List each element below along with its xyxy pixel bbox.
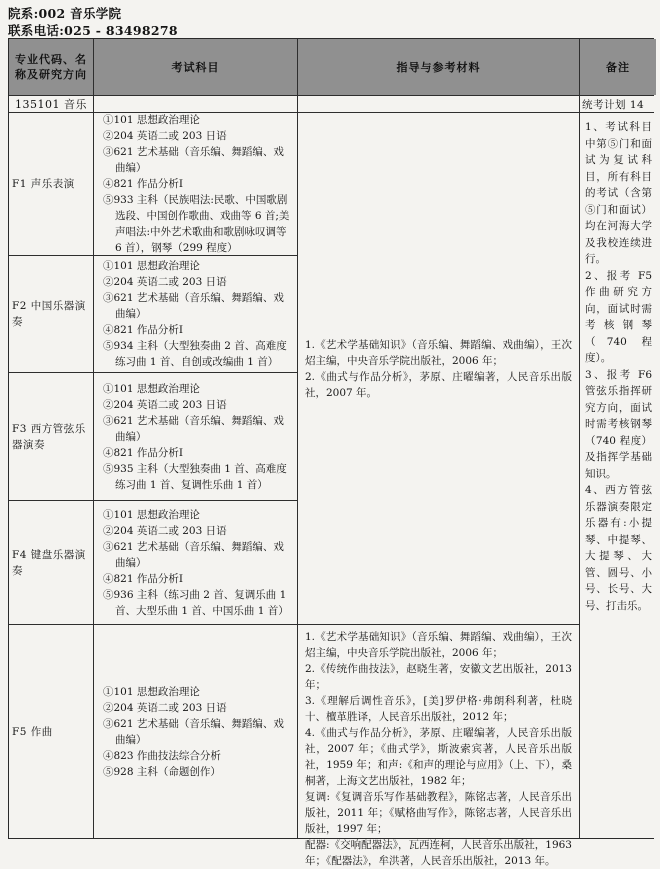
- direction-cell-f5: F5 作曲: [9, 625, 93, 838]
- exam-subject: ⑤928 主科（命题创作）: [103, 765, 221, 778]
- exam-subject: ④821 作品分析Ⅰ: [103, 178, 184, 190]
- exam-subject: ①101 思想政治理论: [103, 508, 200, 521]
- exam-subject: ⑤936 主科（练习曲 2 首、复调乐曲 1 首、大型乐曲 1 首、中国乐曲 1 首）: [103, 588, 289, 617]
- exam-subject: ②204 英语二或 203 日语: [103, 701, 227, 714]
- reference-material: 3.《理解后调性音乐》，[美]罗伊格·弗朗科利著，杜晓十、檀革胜译，人民音乐出版社，2012 年；: [305, 695, 572, 723]
- exam-subject: ⑤935 主科（大型独奏曲 1 首、高难度练习曲 1 首、复调性乐曲 1 首）: [103, 462, 287, 491]
- department-line: 院系:002 音乐学院: [8, 6, 122, 21]
- reference-material: 2.《曲式与作品分析》，茅原、庄曜编著，人民音乐出版社，2007 年。: [305, 370, 572, 399]
- exam-subject: ①101 思想政治理论: [103, 260, 200, 272]
- exam-subject: ③621 艺术基础（音乐编、舞蹈编、戏曲编）: [103, 717, 284, 746]
- materials-cell-f5: [298, 625, 579, 867]
- header-cell-major-code: 专业代码、名称及研究方向: [9, 39, 93, 95]
- exam-subject: ③621 艺术基础（音乐编、舞蹈编、戏曲编）: [103, 292, 284, 320]
- direction-cell-f3: F3 西方管弦乐器演奏: [9, 373, 93, 500]
- reference-material: 1.《艺术学基础知识》（音乐编、舞蹈编、戏曲编），王次炤主编，中央音乐学院出版社，2006 年；: [305, 338, 572, 367]
- reference-material: 复调:《复调音乐写作基础教程》，陈铭志著，人民音乐出版社，2011 年；《赋格曲写作》，陈铭志著，人民音乐出版社，1997 年；: [305, 791, 572, 835]
- exam-subject: ③621 艺术基础（音乐编、舞蹈编、戏曲编）: [103, 146, 284, 174]
- exam-subject: ②204 英语二或 203 日语: [103, 524, 227, 537]
- exam-subject: ⑤933 主科（民族唱法:民歌、中国歌剧选段、中国创作歌曲、戏曲等 6 首;美声唱法:中外艺术歌曲和歌剧咏叹调等 6 首），钢琴（299 程度）: [103, 194, 290, 254]
- exam-subject: ④821 作品分析Ⅰ: [103, 572, 184, 585]
- exam-subject: ④821 作品分析Ⅰ: [103, 446, 184, 459]
- exam-subject: ⑤934 主科（大型独奏曲 2 首、高难度练习曲 1 首、自创或改编曲 1 首）: [103, 340, 287, 368]
- exam-subject: ④821 作品分析Ⅰ: [103, 324, 184, 336]
- exam-subject: ②204 英语二或 203 日语: [103, 276, 227, 288]
- remark-note: 4、西方管弦乐器演奏限定乐器有:小提琴、中提琴、大提琴、大管、圆号、小号、长号、大号、打击乐。: [585, 484, 652, 612]
- materials-cell-f1-f4: [298, 113, 579, 624]
- program-row-empty-subjects: [94, 96, 297, 112]
- plan-remark-cell: 统考计划 14: [580, 96, 656, 112]
- exam-subject: ①101 思想政治理论: [103, 382, 200, 395]
- remarks-cell: [580, 113, 656, 838]
- program-row-empty-materials: [298, 96, 579, 112]
- exam-subject: ②204 英语二或 203 日语: [103, 130, 227, 142]
- reference-material: 配器:《交响配器法》，瓦西连柯，人民音乐出版社，1963 年；《配器法》，牟洪著，人民音乐出版社，2013 年。: [305, 839, 572, 867]
- direction-cell-f4: F4 键盘乐器演奏: [9, 501, 93, 624]
- header-cell-remarks: 备注: [580, 39, 656, 95]
- reference-material: 2.《传统作曲技法》，赵晓生著，安徽文艺出版社，2013 年；: [305, 663, 572, 691]
- subjects-cell-f1: [94, 113, 297, 255]
- header-cell-exam-subjects: 考试科目: [94, 39, 297, 95]
- program-code-cell: 135101 音乐: [9, 96, 93, 112]
- subjects-cell-f2: [94, 256, 297, 372]
- exam-subject: ①101 思想政治理论: [103, 114, 200, 126]
- exam-subject: ③621 艺术基础（音乐编、舞蹈编、戏曲编）: [103, 414, 284, 443]
- subjects-cell-f4: [94, 501, 297, 624]
- reference-material: 4.《曲式与作品分析》，茅原、庄曜编著，人民音乐出版社，2007 年；《曲式学》，斯波索宾著，人民音乐出版社，1959 年；和声:《和声的理论与应用》（上、下），桑桐著，上海文艺出版社，1982 年；: [305, 727, 572, 787]
- exam-subject: ①101 思想政治理论: [103, 685, 200, 698]
- remark-note: 1、考试科目中第⑤门和面试为复试科目，所有科目的考试（含第⑤门和面试）均在河海大学及我校连续进行。: [585, 121, 652, 265]
- remark-note: 3、报考 F6 管弦乐指挥研究方向，面试时需考核钢琴（740 程度）及指挥学基础知识。: [585, 368, 652, 480]
- admissions-table: [8, 38, 654, 867]
- direction-cell-f1: F1 声乐表演: [9, 113, 93, 255]
- exam-subject: ④823 作曲技法综合分析: [103, 749, 221, 762]
- header-cell-reference-materials: 指导与参考材料: [298, 39, 579, 95]
- reference-material: 1.《艺术学基础知识》（音乐编、舞蹈编、戏曲编），王次炤主编，中央音乐学院出版社，2006 年；: [305, 631, 572, 659]
- subjects-cell-f5: [94, 625, 297, 838]
- direction-cell-f2: F2 中国乐器演奏: [9, 256, 93, 372]
- subjects-cell-f3: [94, 373, 297, 500]
- exam-subject: ②204 英语二或 203 日语: [103, 398, 227, 411]
- remark-note: 2、报考 F5 作曲研究方向，面试时需考核钢琴（740 程度）。: [585, 269, 652, 364]
- exam-subject: ③621 艺术基础（音乐编、舞蹈编、戏曲编）: [103, 540, 284, 569]
- phone-line: 联系电话:025 - 83498278: [8, 23, 178, 38]
